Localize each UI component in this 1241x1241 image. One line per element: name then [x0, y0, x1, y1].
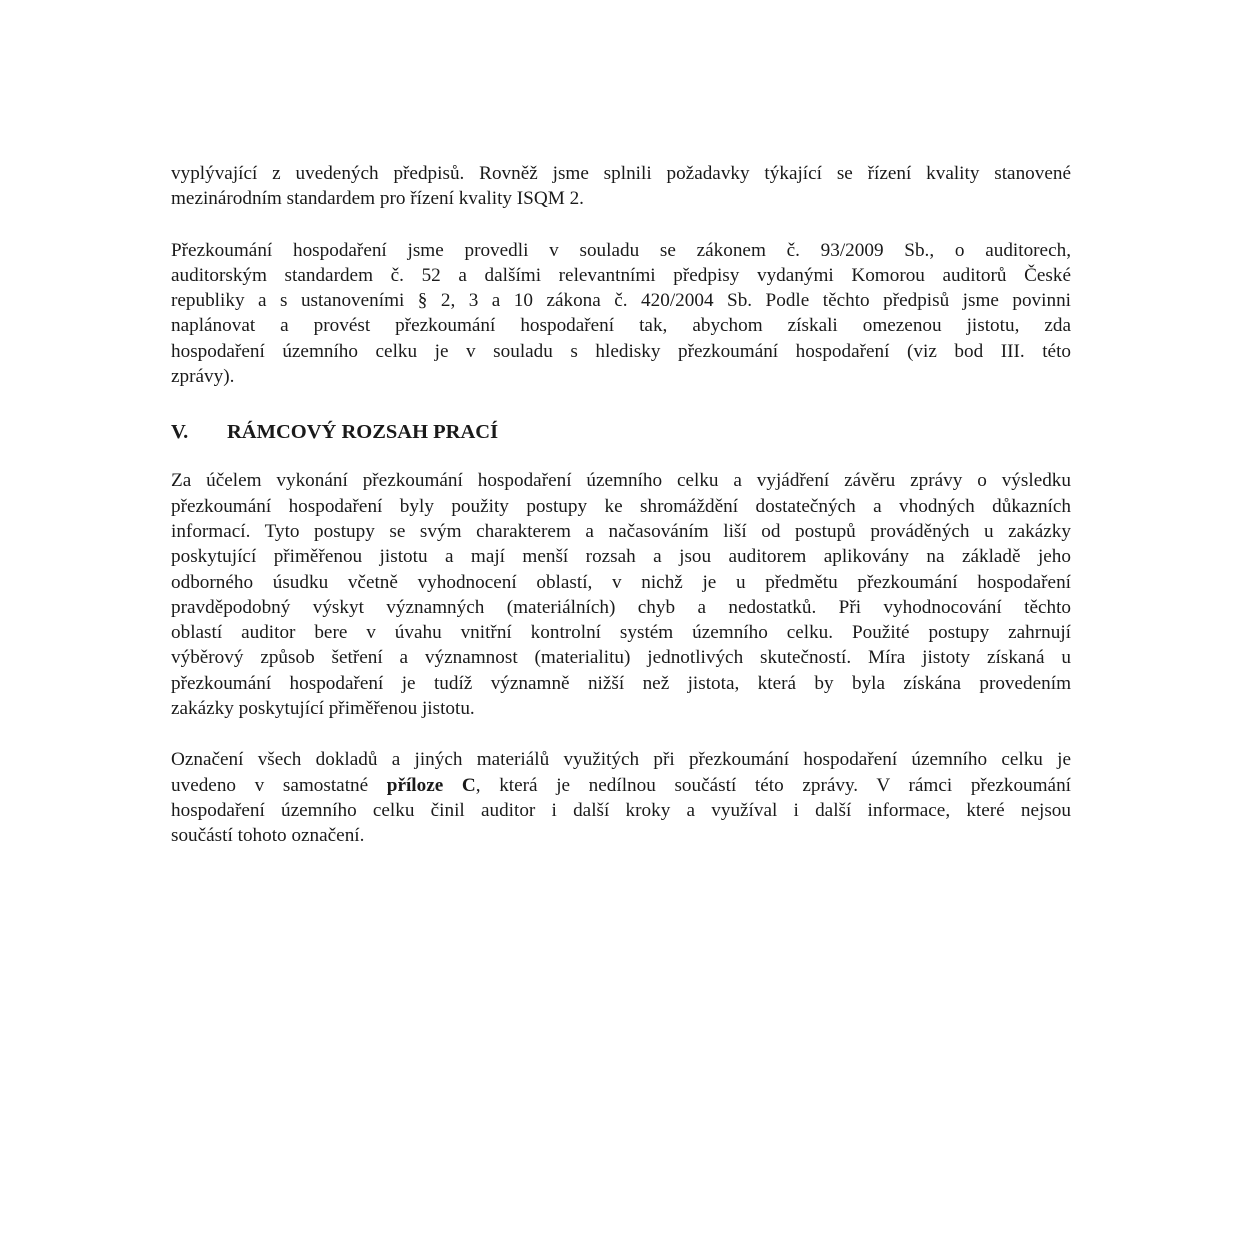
text-line: Označení všech dokladů a jiných materiálů využitých při přezkoumání hospodaření územního celku je: [171, 749, 1071, 771]
paragraph-scope-of-work: [171, 468, 1071, 721]
text-line: pravděpodobný výskyt významných (materiálních) chyb a nedostatků. Při vyhodnocování těchto: [171, 596, 1071, 618]
document-page: [171, 161, 1071, 849]
text-line: [171, 773, 1071, 798]
text-line: hospodaření územního celku je v souladu s hledisky přezkoumání hospodaření (viz bod III. této: [171, 340, 1071, 362]
text-line: Přezkoumání hospodaření jsme provedli v souladu se zákonem č. 93/2009 Sb., o auditorech,: [171, 239, 1071, 261]
text-line: republiky a s ustanoveními § 2, 3 a 10 zákona č. 420/2004 Sb. Podle těchto předpisů jsme povinni: [171, 290, 1071, 312]
text-line: hospodaření územního celku činil auditor i další kroky a využíval i další informace, které nejsou: [171, 799, 1071, 821]
section-number: V.: [171, 421, 189, 444]
text-line: naplánovat a provést přezkoumání hospodaření tak, abychom získali omezenou jistotu, zda: [171, 315, 1071, 337]
text-line: informací. Tyto postupy se svým charakterem a načasováním liší od postupů prováděných u zakázky: [171, 520, 1071, 542]
appendix-reference: příloze C: [386, 774, 476, 796]
paragraph-quality-standards: [171, 161, 1071, 212]
text-line: přezkoumání hospodaření byly použity postupy ke shromáždění dostatečných a vhodných důkazních: [171, 495, 1071, 517]
text-line: přezkoumání hospodaření je tudíž významně nižší než jistota, která by byla získána provedením: [171, 672, 1071, 694]
text-line: výběrový způsob šetření a významnost (materialitu) jednotlivých skutečností. Míra jistoty získaná u: [171, 647, 1071, 669]
text-fragment: uvedeno v samostatné: [171, 774, 369, 796]
text-fragment: , která je nedílnou součástí této zprávy. V rámci přezkoumání: [475, 774, 1072, 796]
text-line: vyplývající z uvedených předpisů. Rovněž jsme splnili požadavky týkající se řízení kvality stanovené: [171, 163, 1071, 184]
paragraph-legal-basis: [171, 238, 1071, 390]
text-line: mezinárodním standardem pro řízení kvality ISQM 2.: [171, 188, 584, 210]
text-line: auditorským standardem č. 52 a dalšími relevantními předpisy vydanými Komorou auditorů České: [171, 264, 1071, 286]
section-title: RÁMCOVÝ ROZSAH PRACÍ: [227, 421, 499, 444]
paragraph-documents: [171, 747, 1071, 848]
text-line: poskytující přiměřenou jistotu a mají menší rozsah a jsou auditorem aplikovány na základě jeho: [171, 546, 1071, 568]
text-line: součástí tohoto označení.: [171, 825, 365, 847]
text-line: odborného úsudku včetně vyhodnocení oblastí, v nichž je u předmětu přezkoumání hospodaření: [171, 571, 1071, 593]
text-line: zprávy).: [171, 366, 235, 388]
section-heading: [171, 418, 1071, 446]
text-line: zakázky poskytující přiměřenou jistotu.: [171, 698, 475, 720]
text-line: oblastí auditor bere v úvahu vnitřní kontrolní systém územního celku. Použité postupy zahrnují: [171, 622, 1071, 644]
text-line: Za účelem vykonání přezkoumání hospodaření územního celku a vyjádření závěru zprávy o výsledku: [171, 470, 1071, 492]
